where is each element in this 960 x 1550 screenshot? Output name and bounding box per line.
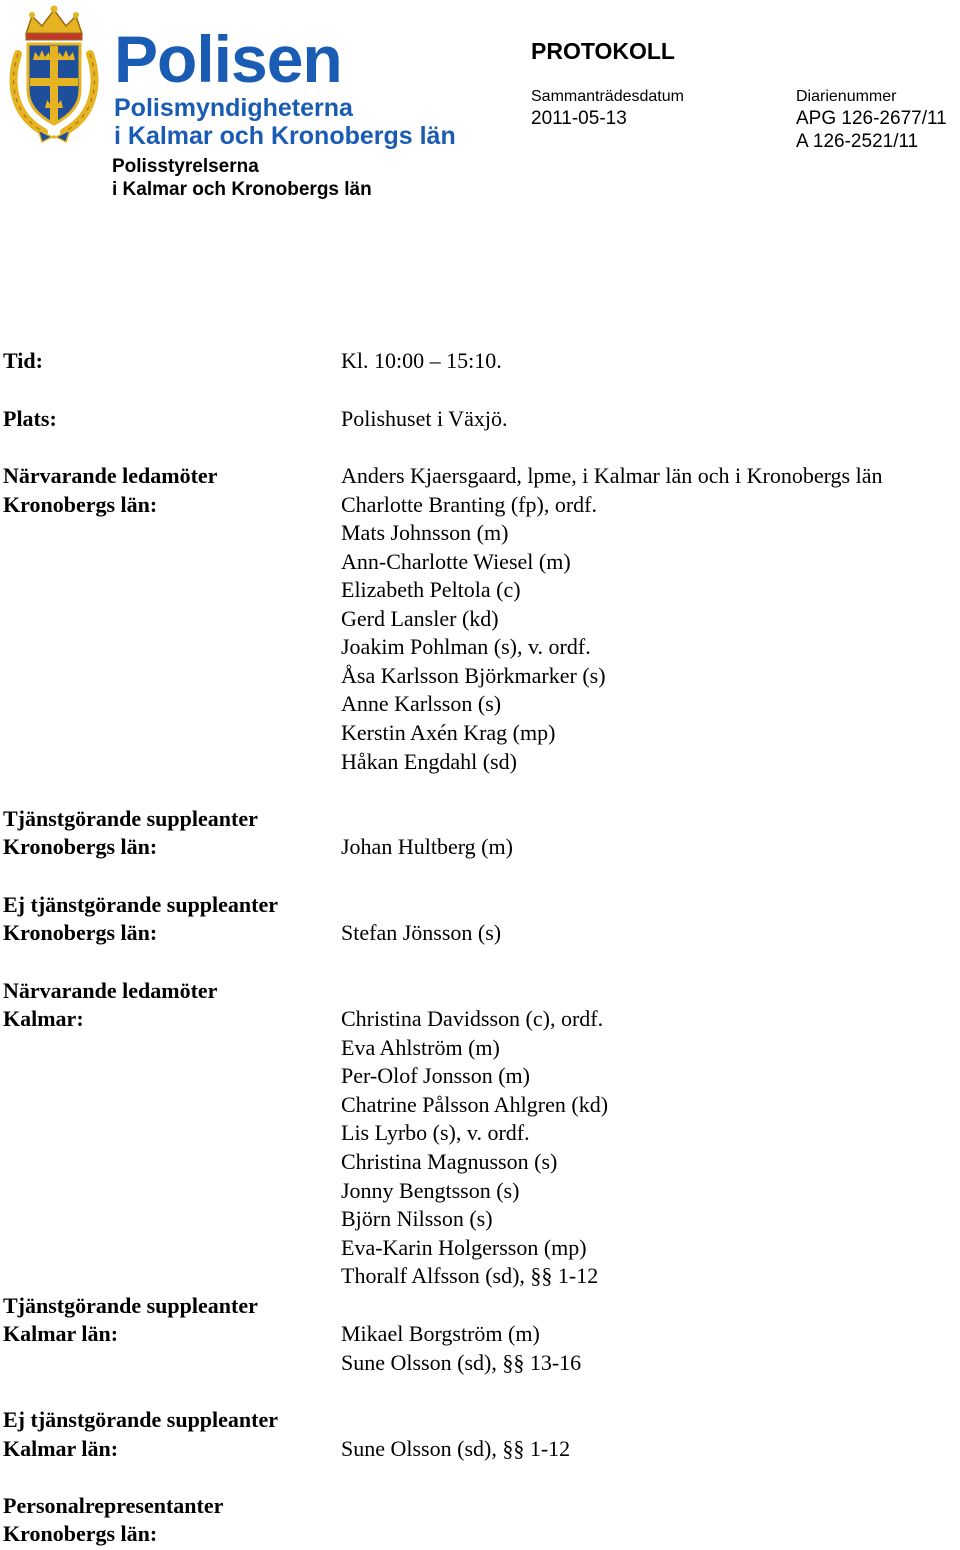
row-item <box>0 575 960 604</box>
row-label: Personalrepresentanter <box>3 1493 224 1518</box>
row-value: Sune Olsson (sd), §§ 13-16 <box>341 1350 582 1375</box>
row-value: Stefan Jönsson (s) <box>341 920 502 945</box>
police-crest-icon <box>4 4 104 146</box>
row-item <box>0 1405 960 1434</box>
row-value: Elizabeth Peltola (c) <box>341 577 521 602</box>
row-item <box>0 632 960 661</box>
row-item <box>0 604 960 633</box>
row-item <box>0 547 960 576</box>
row-item <box>0 1291 960 1320</box>
row-item <box>0 661 960 690</box>
row-label: Närvarande ledamöter <box>3 463 218 488</box>
row-item <box>0 1319 960 1348</box>
row-label: Kalmar län: <box>3 1321 119 1346</box>
row-value: Kl. 10:00 – 15:10. <box>341 348 502 373</box>
row-value: Kerstin Axén Krag (mp) <box>341 720 556 745</box>
date-value: 2011-05-13 <box>531 108 627 129</box>
row-value: Jonny Bengtsson (s) <box>341 1178 520 1203</box>
row-label: Plats: <box>3 406 57 431</box>
row-item <box>0 518 960 547</box>
row-value: Åsa Karlsson Björkmarker (s) <box>341 663 606 688</box>
brand-line-2: i Kalmar och Kronobergs län <box>114 122 456 150</box>
row-item <box>0 490 960 519</box>
row-value: Sune Olsson (sd), §§ 1-12 <box>341 1436 571 1461</box>
row-value: Anders Kjaersgaard, lpme, i Kalmar län och i Kronobergs län <box>341 463 883 488</box>
row-value: Joakim Pohlman (s), v. ordf. <box>341 634 591 659</box>
row-label: Närvarande ledamöter <box>3 978 218 1003</box>
row-item <box>0 1061 960 1090</box>
row-value: Eva Ahlström (m) <box>341 1035 500 1060</box>
row-label: Kalmar: <box>3 1006 84 1031</box>
row-plats <box>0 404 960 433</box>
row-label: Kalmar län: <box>3 1436 119 1461</box>
row-item <box>0 1491 960 1520</box>
row-label: Kronobergs län: <box>3 834 158 859</box>
row-value: Per-Olof Jonsson (m) <box>341 1063 530 1088</box>
row-item <box>0 718 960 747</box>
row-label: Tjänstgörande suppleanter <box>3 1293 258 1318</box>
row-item <box>0 1434 960 1463</box>
row-value: Anne Karlsson (s) <box>341 691 502 716</box>
row-item <box>0 832 960 861</box>
row-item <box>0 1004 960 1033</box>
row-value: Gerd Lansler (kd) <box>341 606 499 631</box>
row-value: Lis Lyrbo (s), v. ordf. <box>341 1120 530 1145</box>
row-value: Christina Davidsson (c), ordf. <box>341 1006 604 1031</box>
row-value: Johan Hultberg (m) <box>341 834 513 859</box>
row-value: Håkan Engdahl (sd) <box>341 749 517 774</box>
row-value: Polishuset i Växjö. <box>341 406 508 431</box>
row-item <box>0 1090 960 1119</box>
row-item <box>0 1261 960 1290</box>
row-item <box>0 1519 960 1548</box>
row-value: Ann-Charlotte Wiesel (m) <box>341 549 571 574</box>
row-label: Tid: <box>3 348 43 373</box>
row-item <box>0 1348 960 1377</box>
date-label: Sammanträdesdatum <box>531 88 684 105</box>
row-value: Charlotte Branting (fp), ordf. <box>341 492 597 517</box>
document-type: PROTOKOLL <box>531 38 675 64</box>
brand-line-1: Polismyndigheterna <box>114 94 353 122</box>
row-item <box>0 804 960 833</box>
board-line-1: Polisstyrelserna <box>112 156 259 177</box>
row-item <box>0 1033 960 1062</box>
diarie-value-1: APG 126-2677/11 <box>796 108 947 129</box>
row-item <box>0 1233 960 1262</box>
row-item <box>0 1118 960 1147</box>
row-label: Kronobergs län: <box>3 492 158 517</box>
row-item <box>0 976 960 1005</box>
row-label: Ej tjänstgörande suppleanter <box>3 892 279 917</box>
row-value: Thoralf Alfsson (sd), §§ 1-12 <box>341 1263 599 1288</box>
row-item <box>0 1176 960 1205</box>
row-value: Mats Johnsson (m) <box>341 520 509 545</box>
row-tid <box>0 346 960 375</box>
row-label: Ej tjänstgörande suppleanter <box>3 1407 279 1432</box>
row-item <box>0 918 960 947</box>
row-value: Chatrine Pålsson Ahlgren (kd) <box>341 1092 609 1117</box>
row-item <box>0 461 960 490</box>
row-item <box>0 689 960 718</box>
row-item <box>0 890 960 919</box>
diarie-label: Diarienummer <box>796 88 897 105</box>
row-item <box>0 747 960 776</box>
diarie-value-2: A 126-2521/11 <box>796 131 919 152</box>
brand-name: Polisen <box>114 22 342 96</box>
row-value: Björn Nilsson (s) <box>341 1206 493 1231</box>
board-line-2: i Kalmar och Kronobergs län <box>112 179 372 200</box>
row-label: Kronobergs län: <box>3 920 158 945</box>
row-value: Christina Magnusson (s) <box>341 1149 558 1174</box>
row-label: Tjänstgörande suppleanter <box>3 806 258 831</box>
row-value: Mikael Borgström (m) <box>341 1321 540 1346</box>
row-item <box>0 1147 960 1176</box>
row-label: Kronobergs län: <box>3 1521 158 1546</box>
row-item <box>0 1204 960 1233</box>
row-value: Eva-Karin Holgersson (mp) <box>341 1235 587 1260</box>
